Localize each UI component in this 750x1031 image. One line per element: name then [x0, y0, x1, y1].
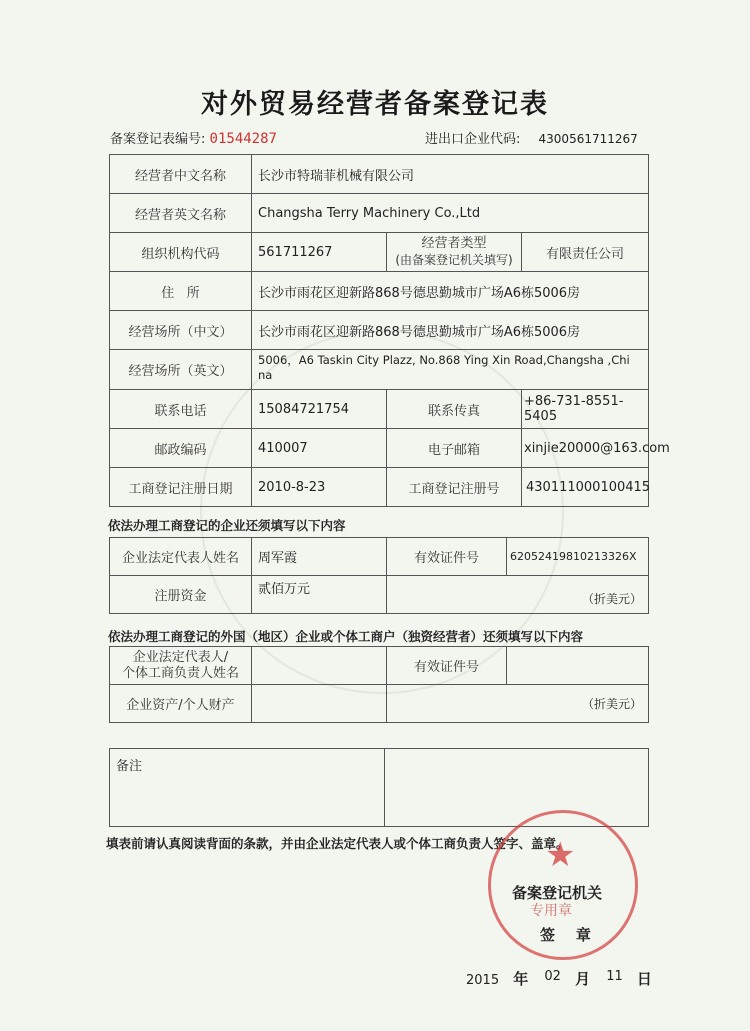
- row-address: [110, 272, 649, 311]
- row-phone-fax: [110, 390, 649, 429]
- legal-rep-value: 周军霞: [252, 538, 387, 576]
- section1-table: [109, 537, 649, 614]
- org-code-label: 组织机构代码: [110, 233, 252, 272]
- email-value: xinjie20000@163.com: [522, 429, 649, 468]
- reg-no-row: [110, 128, 277, 147]
- section2-heading: 依法办理工商登记的外国（地区）企业或个体工商户（独资经营者）还须填写以下内容: [108, 629, 584, 644]
- row-postcode-email: [110, 429, 649, 468]
- enterprise-code-label: 进出口企业代码:: [425, 132, 521, 147]
- foreign-rep-label-line1: 企业法定代表人/: [132, 649, 229, 665]
- type-label-line2: (由备案登记机关填写): [395, 253, 513, 267]
- remarks-label: 备注: [110, 749, 385, 827]
- site-en-value: [252, 350, 649, 390]
- name-en-value: Changsha Terry Machinery Co.,Ltd: [252, 194, 649, 233]
- row-foreign-rep: [110, 647, 649, 685]
- email-label: 电子邮箱: [387, 429, 522, 468]
- phone-value: 15084721754: [252, 390, 387, 429]
- foreign-rep-value: [252, 647, 387, 685]
- reg-number-label: 工商登记注册号: [387, 468, 522, 507]
- date-day: 11: [606, 969, 623, 984]
- date-month: 02: [544, 969, 561, 984]
- org-code-value: 561711267: [252, 233, 387, 272]
- reg-no-label: 备案登记表编号:: [110, 132, 206, 147]
- section1-heading: 依法办理工商登记的企业还须填写以下内容: [108, 518, 346, 533]
- enterprise-code-row: [425, 128, 638, 147]
- row-name-cn: [110, 155, 649, 194]
- type-value: 有限责任公司: [522, 233, 649, 272]
- date-year: 2015: [466, 973, 500, 988]
- type-label-line1: 经营者类型: [421, 236, 487, 251]
- site-cn-value: 长沙市雨花区迎新路868号德思勤城市广场A6栋5006房: [252, 311, 649, 350]
- name-en-label: 经营者英文名称: [110, 194, 252, 233]
- date-year-unit: 年: [513, 970, 529, 988]
- remarks-value: [385, 749, 649, 827]
- type-label: [387, 233, 522, 272]
- address-label: 住 所: [110, 272, 252, 311]
- date-day-unit: 日: [636, 970, 652, 988]
- name-cn-value: 长沙市特瑞菲机械有限公司: [252, 155, 649, 194]
- fax-label: 联系传真: [387, 390, 522, 429]
- capital-value: 贰佰万元: [252, 576, 387, 614]
- assets-value: [252, 685, 387, 723]
- postcode-value: 410007: [252, 429, 387, 468]
- date-row: [466, 968, 652, 989]
- section2-table: [109, 646, 649, 723]
- row-name-en: [110, 194, 649, 233]
- seal-text: 专用章: [530, 903, 572, 919]
- foreign-rep-label: [110, 647, 252, 685]
- name-cn-label: 经营者中文名称: [110, 155, 252, 194]
- row-capital: [110, 576, 649, 614]
- site-en-label: 经营场所（英文）: [110, 350, 252, 390]
- fax-value: +86-731-8551-5405: [522, 390, 649, 429]
- row-reg-date: [110, 468, 649, 507]
- authority-label: 备案登记机关: [512, 884, 603, 902]
- legal-rep-label: 企业法定代表人姓名: [110, 538, 252, 576]
- postcode-label: 邮政编码: [110, 429, 252, 468]
- foreign-id-value: [507, 647, 649, 685]
- foreign-rep-label-line2: 个体工商负责人姓名: [121, 665, 239, 681]
- date-month-unit: 月: [575, 970, 591, 988]
- reg-date-value: 2010-8-23: [252, 468, 387, 507]
- page-title: 对外贸易经营者备案登记表: [201, 89, 549, 120]
- site-en-value-line2: na: [258, 368, 273, 382]
- reg-date-label: 工商登记注册日期: [110, 468, 252, 507]
- address-value: 长沙市雨花区迎新路868号德思勤城市广场A6栋5006房: [252, 272, 649, 311]
- capital-usd-note: （折美元）: [387, 576, 649, 614]
- site-en-value-line1: 5006，A6 Taskin City Plazz, No.868 Ying Xin Road,Changsha ,Chi: [258, 353, 630, 367]
- row-site-cn: [110, 311, 649, 350]
- site-cn-label: 经营场所（中文）: [110, 311, 252, 350]
- row-org-code: [110, 233, 649, 272]
- footer-notice: 填表前请认真阅读背面的条款，并由企业法定代表人或个体工商负责人签字、盖章。: [106, 836, 569, 851]
- phone-label: 联系电话: [110, 390, 252, 429]
- row-legal-rep: [110, 538, 649, 576]
- id-label: 有效证件号: [387, 538, 507, 576]
- seal-star-icon: ★: [545, 835, 576, 875]
- id-value: 62052419810213326X: [507, 538, 649, 576]
- row-site-en: [110, 350, 649, 390]
- foreign-id-label: 有效证件号: [387, 647, 507, 685]
- capital-label: 注册资金: [110, 576, 252, 614]
- enterprise-code-value: 4300561711267: [538, 132, 638, 146]
- row-assets: [110, 685, 649, 723]
- assets-label: 企业资产/个人财产: [110, 685, 252, 723]
- reg-number-value: 430111000100415: [522, 468, 649, 507]
- reg-no-value: 01544287: [209, 131, 277, 147]
- assets-usd-note: （折美元）: [387, 685, 649, 723]
- seal-label: 签 章: [540, 926, 591, 944]
- main-registration-table: [109, 154, 670, 507]
